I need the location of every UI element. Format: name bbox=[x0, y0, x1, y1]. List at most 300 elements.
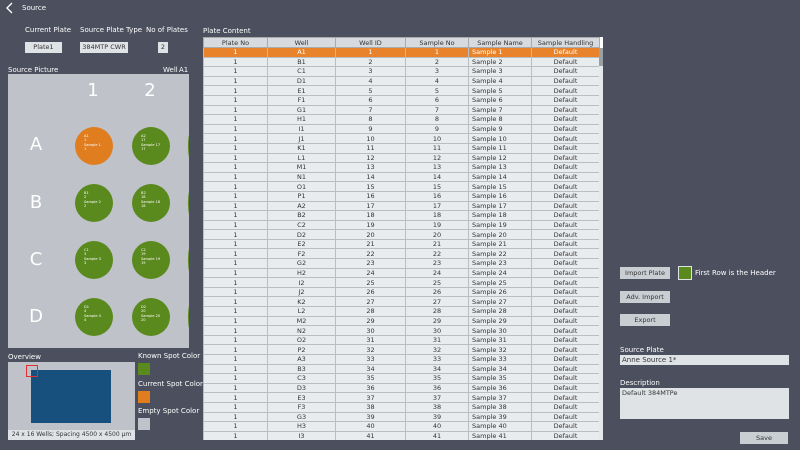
table-cell: I1 bbox=[268, 124, 336, 134]
row-header: D bbox=[29, 306, 43, 327]
table-cell: Default bbox=[532, 163, 600, 173]
table-cell: 1 bbox=[204, 355, 268, 365]
table-row[interactable] bbox=[204, 124, 600, 134]
table-cell: 35 bbox=[406, 374, 469, 384]
table-cell: 34 bbox=[336, 364, 406, 374]
table-row[interactable] bbox=[204, 86, 600, 96]
well-partial[interactable] bbox=[188, 241, 189, 279]
table-cell: L1 bbox=[268, 153, 336, 163]
table-cell: F2 bbox=[268, 249, 336, 259]
column-header-well[interactable]: Well bbox=[268, 38, 336, 48]
table-cell: Sample 24 bbox=[469, 268, 532, 278]
table-cell: 5 bbox=[406, 86, 469, 96]
table-row[interactable] bbox=[204, 345, 600, 355]
table-cell: 41 bbox=[406, 431, 469, 440]
description-label: Description bbox=[620, 379, 660, 387]
table-cell: 1 bbox=[204, 422, 268, 432]
table-cell: Default bbox=[532, 76, 600, 86]
table-cell: 33 bbox=[406, 355, 469, 365]
table-cell: 1 bbox=[204, 249, 268, 259]
table-cell: 38 bbox=[336, 402, 406, 412]
table-scrollbar-thumb[interactable] bbox=[599, 48, 603, 66]
source-plate-type-label: Source Plate Type bbox=[80, 26, 143, 34]
table-cell: Default bbox=[532, 335, 600, 345]
table-cell: E2 bbox=[268, 239, 336, 249]
table-cell: 1 bbox=[204, 201, 268, 211]
source-picture[interactable] bbox=[8, 74, 189, 348]
table-cell: 1 bbox=[204, 287, 268, 297]
table-cell: Default bbox=[532, 191, 600, 201]
table-cell: Sample 8 bbox=[469, 115, 532, 125]
table-cell: H2 bbox=[268, 268, 336, 278]
table-cell: Default bbox=[532, 307, 600, 317]
table-cell: A1 bbox=[268, 48, 336, 58]
source-picture-label: Source Picture bbox=[8, 66, 59, 74]
table-cell: 21 bbox=[406, 239, 469, 249]
table-cell: Default bbox=[532, 220, 600, 230]
table-cell: E1 bbox=[268, 86, 336, 96]
table-cell: Default bbox=[532, 374, 600, 384]
table-cell: 1 bbox=[204, 67, 268, 77]
table-cell: Default bbox=[532, 134, 600, 144]
table-cell: Default bbox=[532, 364, 600, 374]
table-cell: 16 bbox=[406, 191, 469, 201]
table-scrollbar[interactable] bbox=[599, 48, 603, 440]
table-cell: Default bbox=[532, 124, 600, 134]
table-cell: 1 bbox=[204, 383, 268, 393]
table-cell: 1 bbox=[204, 48, 268, 58]
table-row[interactable] bbox=[204, 393, 600, 403]
overview-viewport-marker[interactable] bbox=[26, 365, 38, 377]
table-cell: 1 bbox=[204, 297, 268, 307]
table-cell: 29 bbox=[406, 316, 469, 326]
table-cell: 8 bbox=[406, 115, 469, 125]
table-cell: O2 bbox=[268, 335, 336, 345]
table-cell: M1 bbox=[268, 163, 336, 173]
column-header: 2 bbox=[144, 80, 156, 101]
table-cell: 8 bbox=[336, 115, 406, 125]
table-cell: K1 bbox=[268, 143, 336, 153]
table-cell: 41 bbox=[336, 431, 406, 440]
table-cell: E3 bbox=[268, 393, 336, 403]
table-cell: 40 bbox=[336, 422, 406, 432]
source-plate-input[interactable]: Anne Source 1* bbox=[620, 355, 789, 365]
table-cell: 1 bbox=[204, 374, 268, 384]
table-cell: Default bbox=[532, 249, 600, 259]
table-header-row bbox=[204, 38, 600, 48]
well-partial[interactable] bbox=[188, 184, 189, 222]
table-cell: 6 bbox=[406, 95, 469, 105]
table-cell: B3 bbox=[268, 364, 336, 374]
table-row[interactable] bbox=[204, 268, 600, 278]
table-cell: Sample 25 bbox=[469, 278, 532, 288]
column-header-sample-handling[interactable]: Sample Handling bbox=[532, 38, 600, 48]
table-cell: 1 bbox=[406, 48, 469, 58]
table-row[interactable] bbox=[204, 182, 600, 192]
table-row[interactable] bbox=[204, 48, 600, 58]
table-cell: 12 bbox=[406, 153, 469, 163]
table-cell: Sample 4 bbox=[469, 76, 532, 86]
current-plate-field[interactable]: Plate1 bbox=[25, 42, 62, 53]
table-cell: 1 bbox=[204, 76, 268, 86]
table-cell: 21 bbox=[336, 239, 406, 249]
first-row-header-checkbox[interactable] bbox=[678, 266, 692, 280]
current-spot-color-swatch[interactable] bbox=[138, 391, 150, 403]
table-cell: Sample 35 bbox=[469, 374, 532, 384]
well-a2[interactable]: A2 17 Sample 17 17 bbox=[132, 127, 170, 165]
table-cell: Default bbox=[532, 326, 600, 336]
table-cell: Sample 12 bbox=[469, 153, 532, 163]
table-row[interactable] bbox=[204, 287, 600, 297]
table-row[interactable] bbox=[204, 326, 600, 336]
table-row[interactable] bbox=[204, 364, 600, 374]
table-cell: N2 bbox=[268, 326, 336, 336]
table-cell: 14 bbox=[406, 172, 469, 182]
table-cell: 1 bbox=[204, 316, 268, 326]
table-row[interactable] bbox=[204, 172, 600, 182]
table-cell: 1 bbox=[204, 182, 268, 192]
table-cell: Default bbox=[532, 95, 600, 105]
table-row[interactable] bbox=[204, 422, 600, 432]
well-c2[interactable]: C2 19 Sample 19 19 bbox=[132, 241, 170, 279]
save-button[interactable]: Save bbox=[740, 432, 788, 444]
column-header: 1 bbox=[87, 80, 99, 101]
table-cell: 3 bbox=[336, 67, 406, 77]
table-cell: Sample 23 bbox=[469, 259, 532, 269]
table-cell: 39 bbox=[406, 412, 469, 422]
table-row[interactable] bbox=[204, 143, 600, 153]
table-cell: Sample 27 bbox=[469, 297, 532, 307]
table-cell: Default bbox=[532, 182, 600, 192]
table-cell: Sample 15 bbox=[469, 182, 532, 192]
table-cell: Default bbox=[532, 105, 600, 115]
table-cell: Sample 6 bbox=[469, 95, 532, 105]
table-cell: 37 bbox=[406, 393, 469, 403]
table-cell: 20 bbox=[336, 230, 406, 240]
well-label: Well bbox=[163, 66, 178, 74]
table-cell: Default bbox=[532, 48, 600, 58]
adv-import-button[interactable]: Adv. Import bbox=[620, 291, 670, 303]
table-cell: Sample 40 bbox=[469, 422, 532, 432]
table-cell: G1 bbox=[268, 105, 336, 115]
table-row[interactable] bbox=[204, 355, 600, 365]
table-cell: Sample 5 bbox=[469, 86, 532, 96]
table-cell: Sample 1 bbox=[469, 48, 532, 58]
table-cell: 2 bbox=[406, 57, 469, 67]
table-cell: Sample 9 bbox=[469, 124, 532, 134]
table-row[interactable] bbox=[204, 67, 600, 77]
table-row[interactable] bbox=[204, 105, 600, 115]
table-cell: 4 bbox=[336, 76, 406, 86]
table-row[interactable] bbox=[204, 191, 600, 201]
table-cell: 13 bbox=[336, 163, 406, 173]
table-cell: Default bbox=[532, 239, 600, 249]
table-row[interactable] bbox=[204, 249, 600, 259]
row-header: C bbox=[29, 249, 43, 270]
table-cell: 33 bbox=[336, 355, 406, 365]
table-cell: 1 bbox=[204, 124, 268, 134]
table-cell: Sample 34 bbox=[469, 364, 532, 374]
table-cell: P2 bbox=[268, 345, 336, 355]
overview-plate bbox=[31, 370, 111, 423]
table-cell: H1 bbox=[268, 115, 336, 125]
table-cell: M2 bbox=[268, 316, 336, 326]
table-cell: 11 bbox=[336, 143, 406, 153]
table-row[interactable] bbox=[204, 95, 600, 105]
well-b1[interactable]: B1 2 Sample 2 2 bbox=[75, 184, 113, 222]
table-cell: D1 bbox=[268, 76, 336, 86]
table-cell: 10 bbox=[406, 134, 469, 144]
table-cell: N1 bbox=[268, 172, 336, 182]
table-cell: G3 bbox=[268, 412, 336, 422]
table-cell: 31 bbox=[406, 335, 469, 345]
table-cell: 6 bbox=[336, 95, 406, 105]
table-cell: J2 bbox=[268, 287, 336, 297]
table-cell: 1 bbox=[204, 57, 268, 67]
table-row[interactable] bbox=[204, 383, 600, 393]
table-cell: 29 bbox=[336, 316, 406, 326]
table-row[interactable] bbox=[204, 153, 600, 163]
table-cell: 1 bbox=[204, 230, 268, 240]
table-row[interactable] bbox=[204, 57, 600, 67]
table-cell: 1 bbox=[204, 239, 268, 249]
row-header: B bbox=[29, 192, 43, 213]
table-cell: Sample 10 bbox=[469, 134, 532, 144]
table-cell: 22 bbox=[336, 249, 406, 259]
table-cell: Sample 21 bbox=[469, 239, 532, 249]
table-cell: Sample 14 bbox=[469, 172, 532, 182]
table-cell: 1 bbox=[204, 163, 268, 173]
table-cell: Sample 33 bbox=[469, 355, 532, 365]
table-row[interactable] bbox=[204, 211, 600, 221]
table-cell: 27 bbox=[406, 297, 469, 307]
well-partial[interactable] bbox=[188, 127, 189, 165]
table-row[interactable] bbox=[204, 163, 600, 173]
table-cell: 36 bbox=[406, 383, 469, 393]
table-cell: I2 bbox=[268, 278, 336, 288]
table-cell: Default bbox=[532, 402, 600, 412]
well-d1[interactable]: D1 4 Sample 4 4 bbox=[75, 298, 113, 336]
table-cell: 17 bbox=[406, 201, 469, 211]
table-cell: 1 bbox=[204, 335, 268, 345]
overview-caption: 24 x 16 Wells; Spacing 4500 x 4500 µm bbox=[8, 430, 135, 440]
table-cell: 18 bbox=[406, 211, 469, 221]
table-cell: 32 bbox=[406, 345, 469, 355]
table-cell: Sample 2 bbox=[469, 57, 532, 67]
well-partial[interactable] bbox=[188, 298, 189, 336]
table-cell: 9 bbox=[336, 124, 406, 134]
table-cell: 13 bbox=[406, 163, 469, 173]
table-cell: Sample 26 bbox=[469, 287, 532, 297]
table-cell: 1 bbox=[204, 345, 268, 355]
table-cell: Default bbox=[532, 86, 600, 96]
no-of-plates-label: No of Plates bbox=[146, 26, 188, 34]
table-row[interactable] bbox=[204, 307, 600, 317]
table-cell: Default bbox=[532, 268, 600, 278]
table-cell: 39 bbox=[336, 412, 406, 422]
well-b2[interactable]: B2 18 Sample 18 18 bbox=[132, 184, 170, 222]
table-cell: J1 bbox=[268, 134, 336, 144]
table-cell: 34 bbox=[406, 364, 469, 374]
table-cell: I3 bbox=[268, 431, 336, 440]
table-row[interactable] bbox=[204, 374, 600, 384]
empty-spot-color-swatch[interactable] bbox=[138, 418, 150, 430]
column-header-sample-no[interactable]: Sample No bbox=[406, 38, 469, 48]
table-cell: 31 bbox=[336, 335, 406, 345]
table-cell: 15 bbox=[406, 182, 469, 192]
table-cell: Sample 11 bbox=[469, 143, 532, 153]
table-cell: Default bbox=[532, 57, 600, 67]
overview-panel[interactable] bbox=[8, 362, 135, 430]
description-input[interactable]: Default 384MTPe bbox=[620, 388, 789, 419]
table-cell: Default bbox=[532, 355, 600, 365]
table-cell: 1 bbox=[204, 134, 268, 144]
table-row[interactable] bbox=[204, 278, 600, 288]
table-cell: Sample 37 bbox=[469, 393, 532, 403]
table-row[interactable] bbox=[204, 412, 600, 422]
table-cell: 12 bbox=[336, 153, 406, 163]
table-cell: Default bbox=[532, 422, 600, 432]
table-cell: 25 bbox=[336, 278, 406, 288]
table-cell: F1 bbox=[268, 95, 336, 105]
row-header: A bbox=[29, 134, 43, 155]
table-cell: 9 bbox=[406, 124, 469, 134]
table-cell: 1 bbox=[204, 364, 268, 374]
table-cell: 1 bbox=[204, 268, 268, 278]
table-cell: Sample 16 bbox=[469, 191, 532, 201]
table-cell: P1 bbox=[268, 191, 336, 201]
table-cell: 1 bbox=[204, 153, 268, 163]
table-cell: Default bbox=[532, 143, 600, 153]
table-cell: C1 bbox=[268, 67, 336, 77]
table-cell: 15 bbox=[336, 182, 406, 192]
table-cell: Default bbox=[532, 67, 600, 77]
table-row[interactable] bbox=[204, 402, 600, 412]
table-cell: Sample 20 bbox=[469, 230, 532, 240]
table-cell: 7 bbox=[406, 105, 469, 115]
table-cell: 19 bbox=[406, 220, 469, 230]
table-cell: C3 bbox=[268, 374, 336, 384]
plate-content-table[interactable] bbox=[203, 37, 603, 440]
table-cell: 10 bbox=[336, 134, 406, 144]
table-cell: 30 bbox=[406, 326, 469, 336]
table-row[interactable] bbox=[204, 316, 600, 326]
back-arrow-icon[interactable] bbox=[5, 2, 15, 14]
export-button[interactable]: Export bbox=[620, 314, 670, 326]
well-d2[interactable]: D2 20 Sample 20 20 bbox=[132, 298, 170, 336]
source-plate-type-field[interactable]: 384MTP CWR bbox=[80, 42, 128, 53]
table-cell: 1 bbox=[204, 393, 268, 403]
table-cell: 1 bbox=[204, 220, 268, 230]
table-cell: 28 bbox=[406, 307, 469, 317]
table-cell: Sample 36 bbox=[469, 383, 532, 393]
table-cell: 1 bbox=[204, 191, 268, 201]
table-row[interactable] bbox=[204, 134, 600, 144]
table-cell: 1 bbox=[204, 143, 268, 153]
table-cell: 25 bbox=[406, 278, 469, 288]
table-cell: Sample 32 bbox=[469, 345, 532, 355]
column-header-sample-name[interactable]: Sample Name bbox=[469, 38, 532, 48]
table-cell: 1 bbox=[204, 95, 268, 105]
current-spot-color-label: Current Spot Color bbox=[138, 380, 203, 388]
table-cell: Default bbox=[532, 431, 600, 440]
table-cell: 4 bbox=[406, 76, 469, 86]
table-cell: 1 bbox=[204, 402, 268, 412]
well-a1[interactable]: A1 1 Sample 1 1 bbox=[75, 127, 113, 165]
column-header-well-id[interactable]: Well ID bbox=[336, 38, 406, 48]
no-of-plates-field[interactable]: 2 bbox=[158, 42, 168, 53]
table-cell: 23 bbox=[406, 259, 469, 269]
plate-content-label: Plate Content bbox=[203, 27, 251, 35]
table-row[interactable] bbox=[204, 259, 600, 269]
table-row[interactable] bbox=[204, 230, 600, 240]
table-cell: 1 bbox=[204, 307, 268, 317]
first-row-header-label: First Row is the Header bbox=[695, 269, 776, 277]
known-spot-color-label: Known Spot Color bbox=[138, 352, 201, 360]
import-plate-button[interactable]: Import Plate bbox=[620, 267, 670, 279]
table-cell: 28 bbox=[336, 307, 406, 317]
table-cell: Default bbox=[532, 201, 600, 211]
table-cell: Default bbox=[532, 230, 600, 240]
table-cell: Sample 38 bbox=[469, 402, 532, 412]
table-cell: 23 bbox=[336, 259, 406, 269]
table-cell: 14 bbox=[336, 172, 406, 182]
table-cell: 17 bbox=[336, 201, 406, 211]
table-cell: 1 bbox=[204, 259, 268, 269]
table-cell: Sample 19 bbox=[469, 220, 532, 230]
table-cell: Sample 18 bbox=[469, 211, 532, 221]
table-cell: Sample 41 bbox=[469, 431, 532, 440]
table-cell: Default bbox=[532, 115, 600, 125]
table-row[interactable] bbox=[204, 431, 600, 440]
table-cell: 22 bbox=[406, 249, 469, 259]
table-cell: 24 bbox=[336, 268, 406, 278]
table-cell: A3 bbox=[268, 355, 336, 365]
table-cell: Default bbox=[532, 278, 600, 288]
table-cell: Default bbox=[532, 211, 600, 221]
table-cell: 1 bbox=[204, 431, 268, 440]
known-spot-color-swatch[interactable] bbox=[138, 363, 150, 375]
table-cell: 1 bbox=[204, 326, 268, 336]
table-cell: B2 bbox=[268, 211, 336, 221]
table-row[interactable] bbox=[204, 297, 600, 307]
table-row[interactable] bbox=[204, 239, 600, 249]
table-cell: 26 bbox=[406, 287, 469, 297]
table-row[interactable] bbox=[204, 76, 600, 86]
table-row[interactable] bbox=[204, 115, 600, 125]
table-cell: Default bbox=[532, 383, 600, 393]
table-cell: H3 bbox=[268, 422, 336, 432]
table-cell: D2 bbox=[268, 230, 336, 240]
current-plate-label: Current Plate bbox=[25, 26, 72, 34]
table-row[interactable] bbox=[204, 220, 600, 230]
table-cell: Sample 31 bbox=[469, 335, 532, 345]
table-cell: Sample 28 bbox=[469, 307, 532, 317]
table-cell: B1 bbox=[268, 57, 336, 67]
table-cell: Sample 17 bbox=[469, 201, 532, 211]
table-cell: A2 bbox=[268, 201, 336, 211]
table-cell: 1 bbox=[204, 115, 268, 125]
table-row[interactable] bbox=[204, 335, 600, 345]
table-row[interactable] bbox=[204, 201, 600, 211]
table-cell: 18 bbox=[336, 211, 406, 221]
table-cell: Default bbox=[532, 153, 600, 163]
table-cell: 26 bbox=[336, 287, 406, 297]
column-header-plate-no[interactable]: Plate No bbox=[204, 38, 268, 48]
source-plate-label: Source Plate bbox=[620, 346, 664, 354]
table-cell: 19 bbox=[336, 220, 406, 230]
well-c1[interactable]: C1 3 Sample 3 3 bbox=[75, 241, 113, 279]
